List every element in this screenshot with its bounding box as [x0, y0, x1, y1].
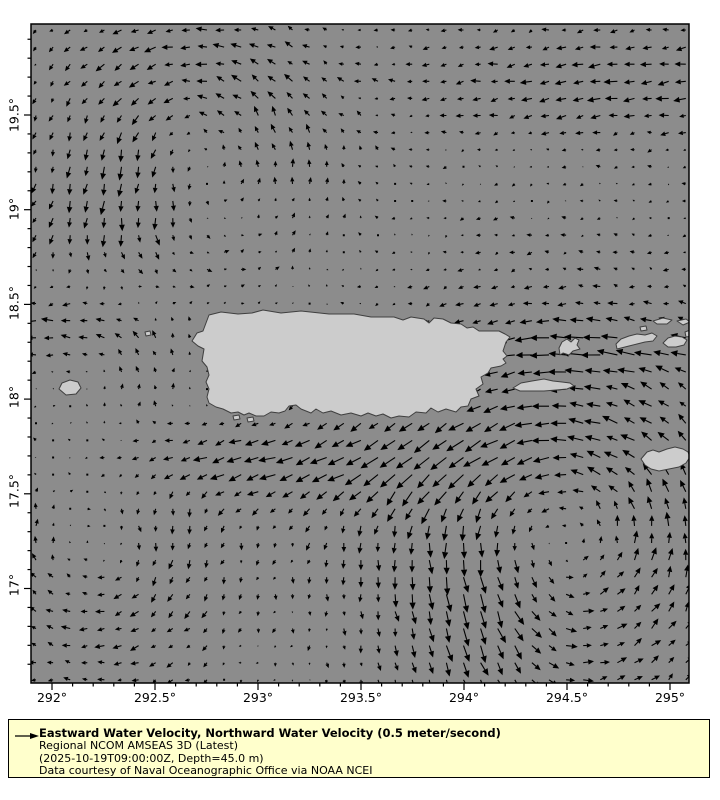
x-tick-label: 294°	[448, 690, 480, 705]
island-puerto_rico	[192, 310, 510, 418]
x-tick-label: 294.5°	[545, 690, 589, 705]
y-tick-label: 18.5°	[6, 285, 22, 321]
island-cay_3	[640, 326, 647, 331]
island-desecheo	[145, 331, 151, 336]
x-axis	[37, 683, 685, 705]
x-tick-label: 295°	[654, 690, 686, 705]
y-tick-label: 19°	[6, 197, 22, 221]
legend-title: Eastward Water Velocity, Northward Water Velocity (0.5 meter/second)	[39, 726, 501, 740]
x-tick-label: 292°	[36, 690, 68, 705]
y-tick-label: 17°	[6, 573, 22, 597]
y-tick-label: 19.5°	[6, 97, 22, 133]
y-tick-label: 17.5°	[6, 473, 22, 509]
legend-source-line: Regional NCOM AMSEAS 3D (Latest)	[39, 738, 238, 752]
x-tick-label: 293.5°	[339, 690, 383, 705]
x-tick-label: 292.5°	[133, 690, 177, 705]
y-axis	[7, 39, 32, 664]
legend-credit-line: Data courtesy of Naval Oceanographic Office via NOAA NCEI	[39, 764, 373, 778]
legend-reference-arrow-icon	[14, 731, 40, 741]
island-cay_2	[247, 417, 254, 422]
y-tick-label: 18°	[6, 385, 22, 409]
island-cay_1	[233, 415, 240, 420]
x-tick-label: 293°	[242, 690, 274, 705]
legend-time-depth-line: (2025-10-19T09:00:00Z, Depth=45.0 m)	[39, 751, 264, 765]
legend	[8, 719, 710, 778]
